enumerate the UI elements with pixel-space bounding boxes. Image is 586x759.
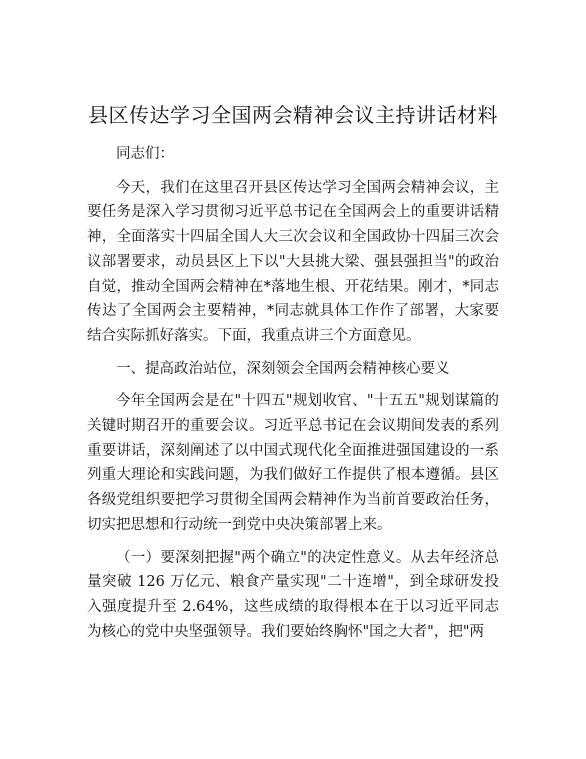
- body-paragraph: 今年全国两会是在"十四五"规划收官、"十五五"规划谋篇的关键时期召开的重要会议。习近平总书记在会议期间发表的系列重要讲话，深刻阐述了以中国式现代化全面推进强国建设的一系列重大理论和实践问题，为我们做好工作提供了根本遵循。县区各级党组织要把学习贯彻全国两会精神作为当前首要政治任务，切实把思想和行动统一到党中央决策部署上来。: [87, 393, 499, 533]
- opening-paragraph: 今天，我们在这里召开县区传达学习全国两会精神会议，主要任务是深入学习贯彻习近平总书记在全国两会上的重要讲话精神，全面落实十四届全国人大三次会议和全国政协十四届三次会议部署要求，动员县区上下以"大县挑大梁、强县强担当"的政治自觉，推动全国两会精神在*落地生根、开花结果。刚才，*同志传达了全国两会主要精神，*同志就具体工作作了部署，大家要结合实际抓好落实。下面，我重点讲三个方面意见。: [87, 179, 499, 344]
- document-body: [87, 142, 499, 644]
- document-title: 县区传达学习全国两会精神会议主持讲话材料: [88, 103, 498, 127]
- subsection-paragraph: （一）要深刻把握"两个确立"的决定性意义。从去年经济总量突破 126 万亿元、粮食产量实现"二十连增"，到全球研发投入强度提升至 2.64%，这些成绩的取得根本在于以习近平同志为核心的党中央坚强领导。我们要始终胸怀"国之大者"，把"两: [87, 549, 499, 640]
- salutation-paragraph: 同志们：: [116, 146, 174, 162]
- section-heading: 一、提高政治站位，深刻领会全国两会精神核心要义: [116, 360, 450, 377]
